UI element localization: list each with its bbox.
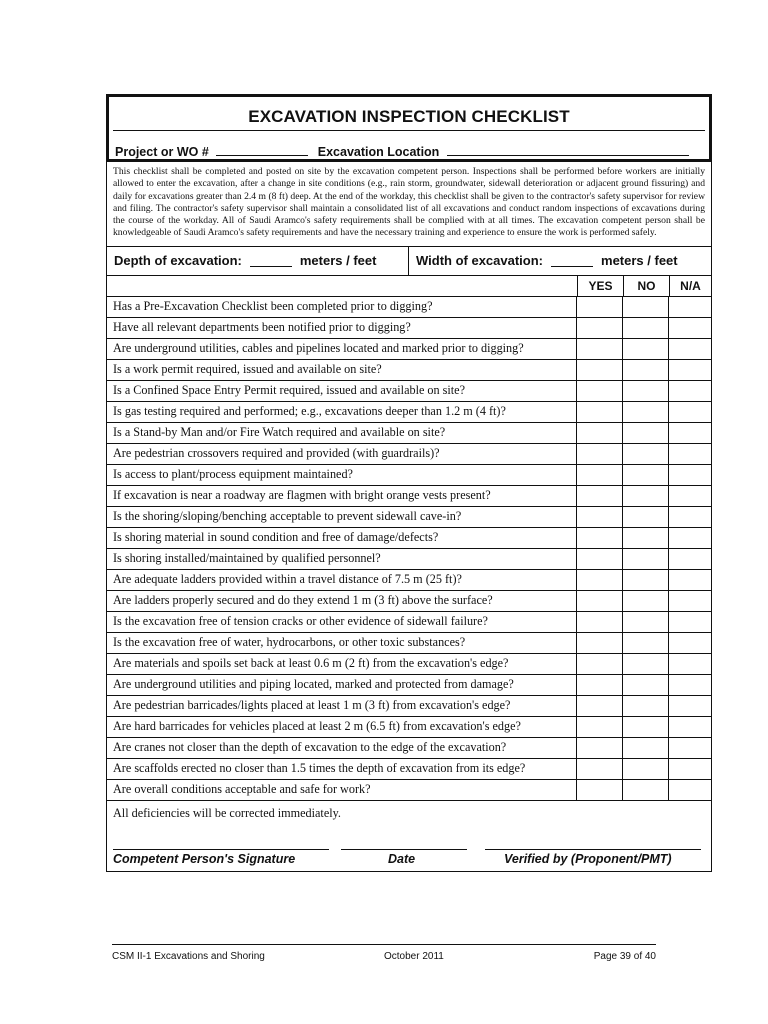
checklist-row	[107, 549, 711, 570]
signature-label: Competent Person's Signature	[113, 851, 296, 866]
signature-area	[107, 801, 711, 871]
question-text: Is shoring installed/maintained by qualified personnel?	[107, 549, 577, 569]
checklist-row	[107, 696, 711, 717]
date-label: Date	[388, 851, 416, 866]
no-box[interactable]	[623, 780, 669, 800]
no-box[interactable]	[623, 444, 669, 464]
width-unit: meters / feet	[601, 253, 678, 269]
page-number: Page 39 of 40	[593, 951, 656, 962]
checklist-row	[107, 402, 711, 423]
deficiency-note: All deficiencies will be corrected immediately.	[113, 805, 341, 820]
depth-field[interactable]	[250, 254, 292, 267]
question-text: Has a Pre-Excavation Checklist been completed prior to digging?	[107, 297, 577, 317]
question-text: Is shoring material in sound condition and free of damage/defects?	[107, 528, 577, 548]
width-cell	[409, 247, 711, 275]
dimensions-row	[107, 247, 711, 276]
question-text: Are underground utilities and piping located, marked and protected from damage?	[107, 675, 577, 695]
location-label: Excavation Location	[317, 145, 440, 159]
no-box[interactable]	[623, 633, 669, 653]
no-header: NO	[624, 276, 670, 296]
na-box[interactable]	[669, 339, 711, 359]
na-box[interactable]	[669, 738, 711, 758]
na-box[interactable]	[669, 549, 711, 569]
yes-header: YES	[578, 276, 624, 296]
checklist-form	[106, 94, 712, 872]
no-box[interactable]	[623, 696, 669, 716]
yes-box[interactable]	[577, 759, 623, 779]
date-line[interactable]	[341, 849, 467, 850]
question-text: Are scaffolds erected no closer than 1.5 times the depth of excavation from its edge?	[107, 759, 577, 779]
yes-box[interactable]	[577, 696, 623, 716]
question-text: Are pedestrian crossovers required and provided (with guardrails)?	[107, 444, 577, 464]
no-box[interactable]	[623, 738, 669, 758]
na-box[interactable]	[669, 297, 711, 317]
checklist-row	[107, 591, 711, 612]
question-text: Is the excavation free of tension cracks or other evidence of sidewall failure?	[107, 612, 577, 632]
answer-header-row	[107, 276, 711, 297]
project-line	[115, 143, 689, 159]
intro-text: This checklist shall be completed and posted on site by the excavation competent person. Inspections shall be performed before workers are initially allowed to enter the excavation, after a change in site conditions (e.g., rain storm, groundwater, sidewall deterioration or adjacent ground fissuring) and daily for excavations greater than 2.4 m (8 ft) deep. At the end of the workday, this checklist shall be given to the contractor's safety supervisor for review and filing. The contractor's safety supervisor shall maintain a consolidated list of all excavations and conduct random inspections of excavations during the course of the workday. All of Saudi Aramco's safety requirements shall be complied with at all times. The excavation competent person shall be knowledgeable of Saudi Aramco's safety requirements and have the necessary training and experience to ensure the work is performed safely.	[107, 162, 711, 247]
na-box[interactable]	[669, 402, 711, 422]
na-box[interactable]	[669, 633, 711, 653]
checklist-row	[107, 444, 711, 465]
yes-box[interactable]	[577, 444, 623, 464]
checklist-row	[107, 423, 711, 444]
yes-box[interactable]	[577, 465, 623, 485]
checklist-row	[107, 612, 711, 633]
question-text: Is gas testing required and performed; e.g., excavations deeper than 1.2 m (4 ft)?	[107, 402, 577, 422]
yes-box[interactable]	[577, 507, 623, 527]
no-box[interactable]	[623, 612, 669, 632]
checklist-table	[106, 162, 712, 872]
no-box[interactable]	[623, 528, 669, 548]
question-text: Are adequate ladders provided within a travel distance of 7.5 m (25 ft)?	[107, 570, 577, 590]
yes-box[interactable]	[577, 486, 623, 506]
yes-box[interactable]	[577, 528, 623, 548]
checklist-row	[107, 633, 711, 654]
question-text: Is a Stand-by Man and/or Fire Watch required and available on site?	[107, 423, 577, 443]
depth-cell	[107, 247, 409, 275]
no-box[interactable]	[623, 423, 669, 443]
no-box[interactable]	[623, 717, 669, 737]
question-text: Is a work permit required, issued and available on site?	[107, 360, 577, 380]
checklist-row	[107, 717, 711, 738]
no-box[interactable]	[623, 507, 669, 527]
checklist-row	[107, 318, 711, 339]
question-text: Are hard barricades for vehicles placed at least 2 m (6.5 ft) from excavation's edge?	[107, 717, 577, 737]
question-text: Are materials and spoils set back at least 0.6 m (2 ft) from the excavation's edge?	[107, 654, 577, 674]
yes-box[interactable]	[577, 297, 623, 317]
yes-box[interactable]	[577, 612, 623, 632]
project-field[interactable]	[216, 143, 308, 156]
question-text: Is access to plant/process equipment maintained?	[107, 465, 577, 485]
na-box[interactable]	[669, 318, 711, 338]
width-field[interactable]	[551, 254, 593, 267]
na-box[interactable]	[669, 612, 711, 632]
signature-line[interactable]	[113, 849, 329, 850]
no-box[interactable]	[623, 591, 669, 611]
no-box[interactable]	[623, 318, 669, 338]
project-label: Project or WO #	[115, 145, 209, 159]
question-text: Are underground utilities, cables and pipelines located and marked prior to digging?	[107, 339, 577, 359]
question-text: If excavation is near a roadway are flagmen with bright orange vests present?	[107, 486, 577, 506]
verified-line[interactable]	[485, 849, 701, 850]
na-box[interactable]	[669, 381, 711, 401]
yes-box[interactable]	[577, 339, 623, 359]
checklist-row	[107, 654, 711, 675]
yes-box[interactable]	[577, 717, 623, 737]
doc-date: October 2011	[384, 951, 444, 962]
na-box[interactable]	[669, 423, 711, 443]
question-text: Are overall conditions acceptable and safe for work?	[107, 780, 577, 800]
yes-box[interactable]	[577, 318, 623, 338]
checklist-row	[107, 381, 711, 402]
checklist-row	[107, 507, 711, 528]
yes-box[interactable]	[577, 738, 623, 758]
form-header	[106, 94, 712, 162]
question-text: Are ladders properly secured and do they extend 1 m (3 ft) above the surface?	[107, 591, 577, 611]
checklist-row	[107, 780, 711, 801]
doc-reference: CSM II-1 Excavations and Shoring	[112, 951, 265, 962]
no-box[interactable]	[623, 465, 669, 485]
na-box[interactable]	[669, 507, 711, 527]
na-box[interactable]	[669, 528, 711, 548]
verified-label: Verified by (Proponent/PMT)	[504, 851, 672, 866]
question-list	[107, 297, 711, 801]
na-box[interactable]	[669, 591, 711, 611]
na-box[interactable]	[669, 444, 711, 464]
yes-box[interactable]	[577, 549, 623, 569]
yes-box[interactable]	[577, 675, 623, 695]
question-text: Is the shoring/sloping/benching acceptable to prevent sidewall cave-in?	[107, 507, 577, 527]
location-field[interactable]	[447, 143, 689, 156]
no-box[interactable]	[623, 759, 669, 779]
title-divider	[113, 130, 705, 131]
na-box[interactable]	[669, 654, 711, 674]
yes-box[interactable]	[577, 381, 623, 401]
width-label: Width of excavation:	[416, 253, 544, 269]
no-box[interactable]	[623, 297, 669, 317]
na-box[interactable]	[669, 570, 711, 590]
no-box[interactable]	[623, 570, 669, 590]
yes-box[interactable]	[577, 780, 623, 800]
checklist-row	[107, 528, 711, 549]
na-box[interactable]	[669, 465, 711, 485]
question-text: Are pedestrian barricades/lights placed at least 1 m (3 ft) from excavation's edge?	[107, 696, 577, 716]
question-text: Are cranes not closer than the depth of excavation to the edge of the excavation?	[107, 738, 577, 758]
yes-box[interactable]	[577, 633, 623, 653]
no-box[interactable]	[623, 381, 669, 401]
checklist-row	[107, 486, 711, 507]
checklist-row	[107, 465, 711, 486]
na-box[interactable]	[669, 486, 711, 506]
checklist-row	[107, 738, 711, 759]
no-box[interactable]	[623, 360, 669, 380]
no-box[interactable]	[623, 402, 669, 422]
form-title: EXCAVATION INSPECTION CHECKLIST	[248, 107, 570, 126]
na-box[interactable]	[669, 780, 711, 800]
depth-label: Depth of excavation:	[114, 253, 242, 269]
page-footer	[112, 944, 656, 965]
yes-box[interactable]	[577, 360, 623, 380]
na-box[interactable]	[669, 717, 711, 737]
no-box[interactable]	[623, 654, 669, 674]
na-box[interactable]	[669, 360, 711, 380]
checklist-row	[107, 360, 711, 381]
yes-box[interactable]	[577, 423, 623, 443]
yes-box[interactable]	[577, 591, 623, 611]
no-box[interactable]	[623, 549, 669, 569]
question-text: Is the excavation free of water, hydrocarbons, or other toxic substances?	[107, 633, 577, 653]
na-header: N/A	[680, 278, 701, 293]
question-text: Have all relevant departments been notified prior to digging?	[107, 318, 577, 338]
checklist-row	[107, 759, 711, 780]
yes-box[interactable]	[577, 402, 623, 422]
checklist-row	[107, 339, 711, 360]
checklist-row	[107, 297, 711, 318]
checklist-row	[107, 675, 711, 696]
checklist-row	[107, 570, 711, 591]
yes-box[interactable]	[577, 570, 623, 590]
no-box[interactable]	[623, 486, 669, 506]
na-box[interactable]	[669, 696, 711, 716]
question-text: Is a Confined Space Entry Permit required, issued and available on site?	[107, 381, 577, 401]
no-box[interactable]	[623, 339, 669, 359]
no-box[interactable]	[623, 675, 669, 695]
yes-box[interactable]	[577, 654, 623, 674]
depth-unit: meters / feet	[299, 253, 377, 269]
na-box[interactable]	[669, 759, 711, 779]
na-box[interactable]	[669, 675, 711, 695]
